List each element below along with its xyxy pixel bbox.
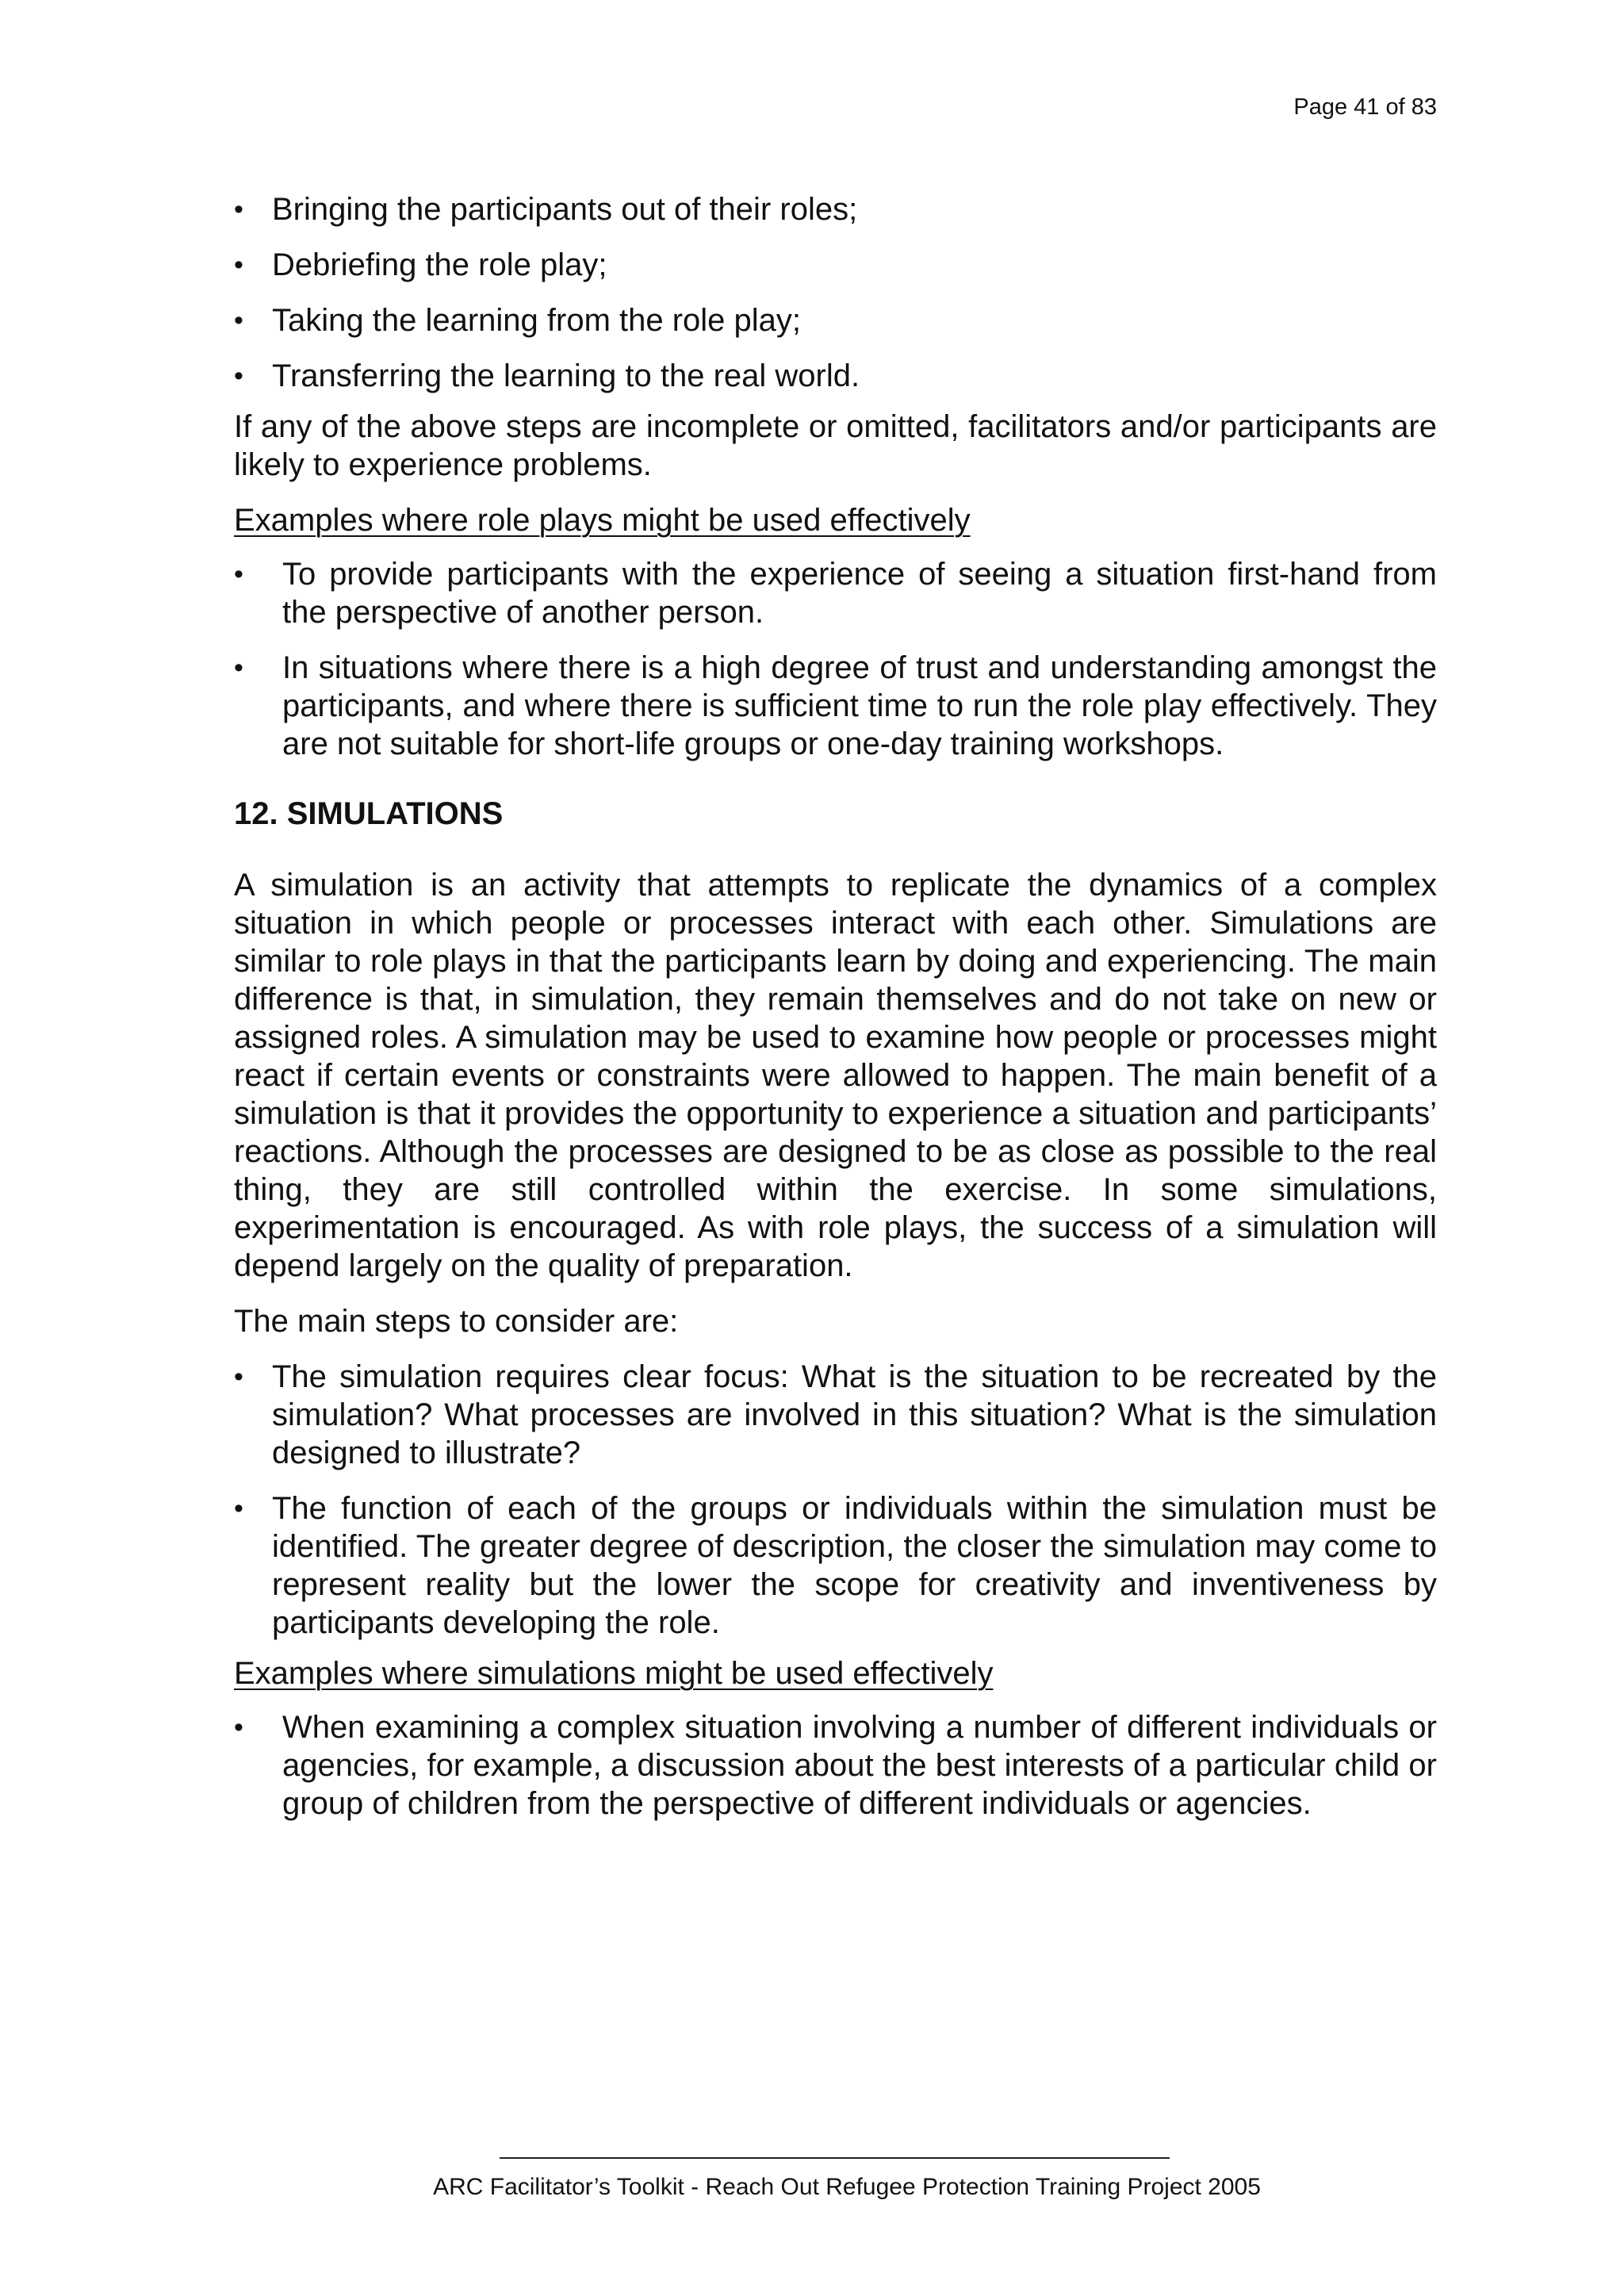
bullet-icon: •: [234, 653, 243, 683]
role-play-examples-list: [234, 555, 1437, 763]
list-item-text: The function of each of the groups or individuals within the simulation must be identified. The greater degree of description, the closer the simulation may come to represent reality but the lower the scope for creativity and inventiveness by participants developing the role.: [272, 1491, 1437, 1640]
intro-paragraph: If any of the above steps are incomplete or omitted, facilitators and/or participants are likely to experience problems.: [234, 409, 1437, 482]
page-content: [234, 190, 1437, 1840]
list-item-text: Debriefing the role play;: [272, 247, 607, 282]
list-item-text: Transferring the learning to the real world.: [272, 358, 860, 393]
list-item-text: To provide participants with the experience of seeing a situation first-hand from the perspective of another person.: [282, 557, 1437, 630]
bullet-icon: •: [234, 194, 243, 224]
list-item-text: In situations where there is a high degree of trust and understanding amongst the participants, and where there is sufficient time to run the role play effectively. They are not suitable for short-life groups or one-day training workshops.: [282, 650, 1437, 761]
list-item: [234, 1708, 1437, 1823]
list-item: [234, 190, 1437, 228]
bullet-icon: •: [234, 1712, 243, 1742]
list-item-text: Taking the learning from the role play;: [272, 303, 802, 338]
steps-intro: The main steps to consider are:: [234, 1304, 679, 1339]
bullet-icon: •: [234, 1493, 243, 1524]
section-heading: 12. SIMULATIONS: [234, 796, 504, 831]
intro-bullet-list: [234, 190, 1437, 395]
list-item-text: The simulation requires clear focus: What is the situation to be recreated by the simulation? What processes are involved in this situation? What is the simulation designed to illustrate?: [272, 1359, 1437, 1470]
bullet-icon: •: [234, 1362, 243, 1392]
bullet-icon: •: [234, 305, 243, 335]
bullet-icon: •: [234, 559, 243, 589]
list-item-text: Bringing the participants out of their roles;: [272, 192, 858, 227]
bullet-icon: •: [234, 361, 243, 391]
list-item: [234, 1489, 1437, 1642]
footer-text: ARC Facilitator’s Toolkit - Reach Out Refugee Protection Training Project 2005: [433, 2174, 1261, 2200]
bullet-icon: •: [234, 250, 243, 280]
list-item: [234, 1358, 1437, 1472]
footer-divider: [500, 2157, 1170, 2159]
section-paragraph: A simulation is an activity that attempts to replicate the dynamics of a complex situation in which people or processes interact with each other. Simulations are similar to role plays in that the participants learn by doing and experiencing. The main difference is that, in simulation, they remain themselves and do not take on new or assigned roles. A simulation may be used to examine how people or processes might react if certain events or constraints were allowed to happen. The main benefit of a simulation is that it provides the opportunity to experience a situation and participants’ reactions. Although the processes are designed to be as close as possible to the real thing, they are still controlled within the exercise. In some simulations, experimentation is encouraged. As with role plays, the success of a simulation will depend largely on the quality of preparation.: [234, 868, 1437, 1283]
page-number: Page 41 of 83: [1293, 94, 1437, 120]
list-item: [234, 555, 1437, 631]
role-play-examples-heading: Examples where role plays might be used effectively: [234, 503, 971, 538]
simulation-examples-list: [234, 1708, 1437, 1823]
list-item: [234, 357, 1437, 395]
list-item: [234, 246, 1437, 284]
list-item-text: When examining a complex situation involving a number of different individuals or agencies, for example, a discussion about the best interests of a particular child or group of children from the perspective of different individuals or agencies.: [282, 1710, 1437, 1821]
simulation-examples-heading: Examples where simulations might be used effectively: [234, 1656, 994, 1691]
list-item: [234, 649, 1437, 763]
steps-list: [234, 1358, 1437, 1642]
list-item: [234, 301, 1437, 339]
